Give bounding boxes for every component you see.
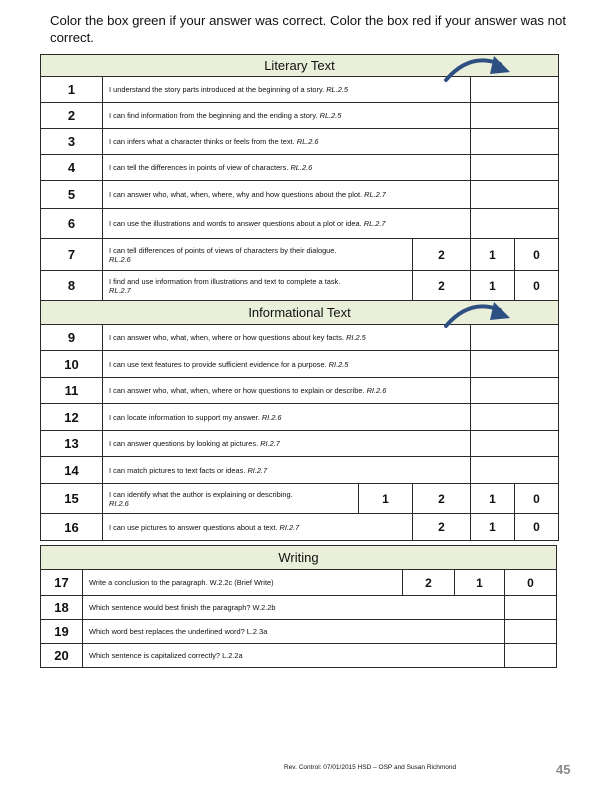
literary-text-table <box>40 54 559 301</box>
table-row: 13 I can answer questions by looking at pictures. RI.2.7 <box>41 431 559 457</box>
score-cell[interactable]: 2 <box>403 570 455 596</box>
section-title-informational: Informational Text <box>41 301 559 325</box>
score-box[interactable] <box>505 644 557 668</box>
score-cell[interactable]: 2 <box>413 484 471 514</box>
writing-table <box>40 545 557 668</box>
score-box[interactable] <box>471 378 559 404</box>
table-row: 7 I can tell differences of points of views of characters by their dialogue. RL.2.6 2 1 0 <box>41 239 559 271</box>
table-row: 12 I can locate information to support my answer. RI.2.6 <box>41 404 559 431</box>
score-cell[interactable]: 1 <box>455 570 505 596</box>
instructions: Color the box green if your answer was correct. Color the box red if your answer was not correct. <box>50 13 567 45</box>
section-title-literary: Literary Text <box>41 55 559 77</box>
table-row: 18 Which sentence would best finish the paragraph? W.2.2b <box>41 596 557 620</box>
score-cell[interactable]: 1 <box>359 484 413 514</box>
informational-text-table <box>40 300 559 541</box>
score-cell[interactable]: 0 <box>515 484 559 514</box>
score-cell[interactable]: 2 <box>413 239 471 271</box>
table-row: 20 Which sentence is capitalized correctly? L.2.2a <box>41 644 557 668</box>
score-box[interactable] <box>471 155 559 181</box>
table-row: 9 I can answer who, what, when, where or how questions about key facts. RI.2.5 <box>41 325 559 351</box>
score-cell[interactable]: 0 <box>515 239 559 271</box>
score-box[interactable] <box>471 457 559 484</box>
table-row: 1 I understand the story parts introduced at the beginning of a story. RL.2.5 <box>41 77 559 103</box>
score-cell[interactable]: 1 <box>471 239 515 271</box>
score-box[interactable] <box>505 620 557 644</box>
score-box[interactable] <box>471 103 559 129</box>
table-row: 14 I can match pictures to text facts or ideas. RI.2.7 <box>41 457 559 484</box>
table-row: 15 I can identify what the author is explaining or describing. RI.2.6 1 2 1 0 <box>41 484 559 514</box>
curved-arrow-icon <box>440 300 520 334</box>
table-row: 8 I find and use information from illustrations and text to complete a task. RL.2.7 2 1 0 <box>41 271 559 301</box>
table-row: 5 I can answer who, what, when, where, why and how questions about the plot. RL.2.7 <box>41 181 559 209</box>
score-cell[interactable]: 2 <box>413 271 471 301</box>
score-box[interactable] <box>471 404 559 431</box>
table-row: 16 I can use pictures to answer questions about a text. RI.2.7 2 1 0 <box>41 514 559 541</box>
score-box[interactable] <box>471 129 559 155</box>
score-cell[interactable]: 2 <box>413 514 471 541</box>
score-cell[interactable]: 1 <box>471 271 515 301</box>
section-title-writing: Writing <box>41 546 557 570</box>
table-row: 11 I can answer who, what, when, where or how questions to explain or describe. RI.2.6 <box>41 378 559 404</box>
score-box[interactable] <box>471 181 559 209</box>
table-row: 6 I can use the illustrations and words to answer questions about a plot or idea. RL.2.7 <box>41 209 559 239</box>
score-box[interactable] <box>471 209 559 239</box>
curved-arrow-icon <box>440 54 520 88</box>
score-cell[interactable]: 0 <box>515 271 559 301</box>
table-row: 17 Write a conclusion to the paragraph. W.2.2c (Brief Write) 2 1 0 <box>41 570 557 596</box>
page-number: 45 <box>556 762 571 777</box>
score-cell[interactable]: 0 <box>515 514 559 541</box>
table-row: 10 I can use text features to provide sufficient evidence for a purpose. RI.2.5 <box>41 351 559 378</box>
score-cell[interactable]: 0 <box>505 570 557 596</box>
table-row: 4 I can tell the differences in points of view of characters. RL.2.6 <box>41 155 559 181</box>
table-row: 19 Which word best replaces the underlined word? L.2.3a <box>41 620 557 644</box>
score-box[interactable] <box>471 351 559 378</box>
table-row: 3 I can infers what a character thinks or feels from the text. RL.2.6 <box>41 129 559 155</box>
score-cell[interactable]: 1 <box>471 484 515 514</box>
score-cell[interactable]: 1 <box>471 514 515 541</box>
footer-revision: Rev. Control: 07/01/2015 HSD – OSP and Susan Richmond <box>284 764 457 771</box>
table-row: 2 I can find information from the beginning and the ending a story. RL.2.5 <box>41 103 559 129</box>
score-box[interactable] <box>471 431 559 457</box>
score-box[interactable] <box>505 596 557 620</box>
